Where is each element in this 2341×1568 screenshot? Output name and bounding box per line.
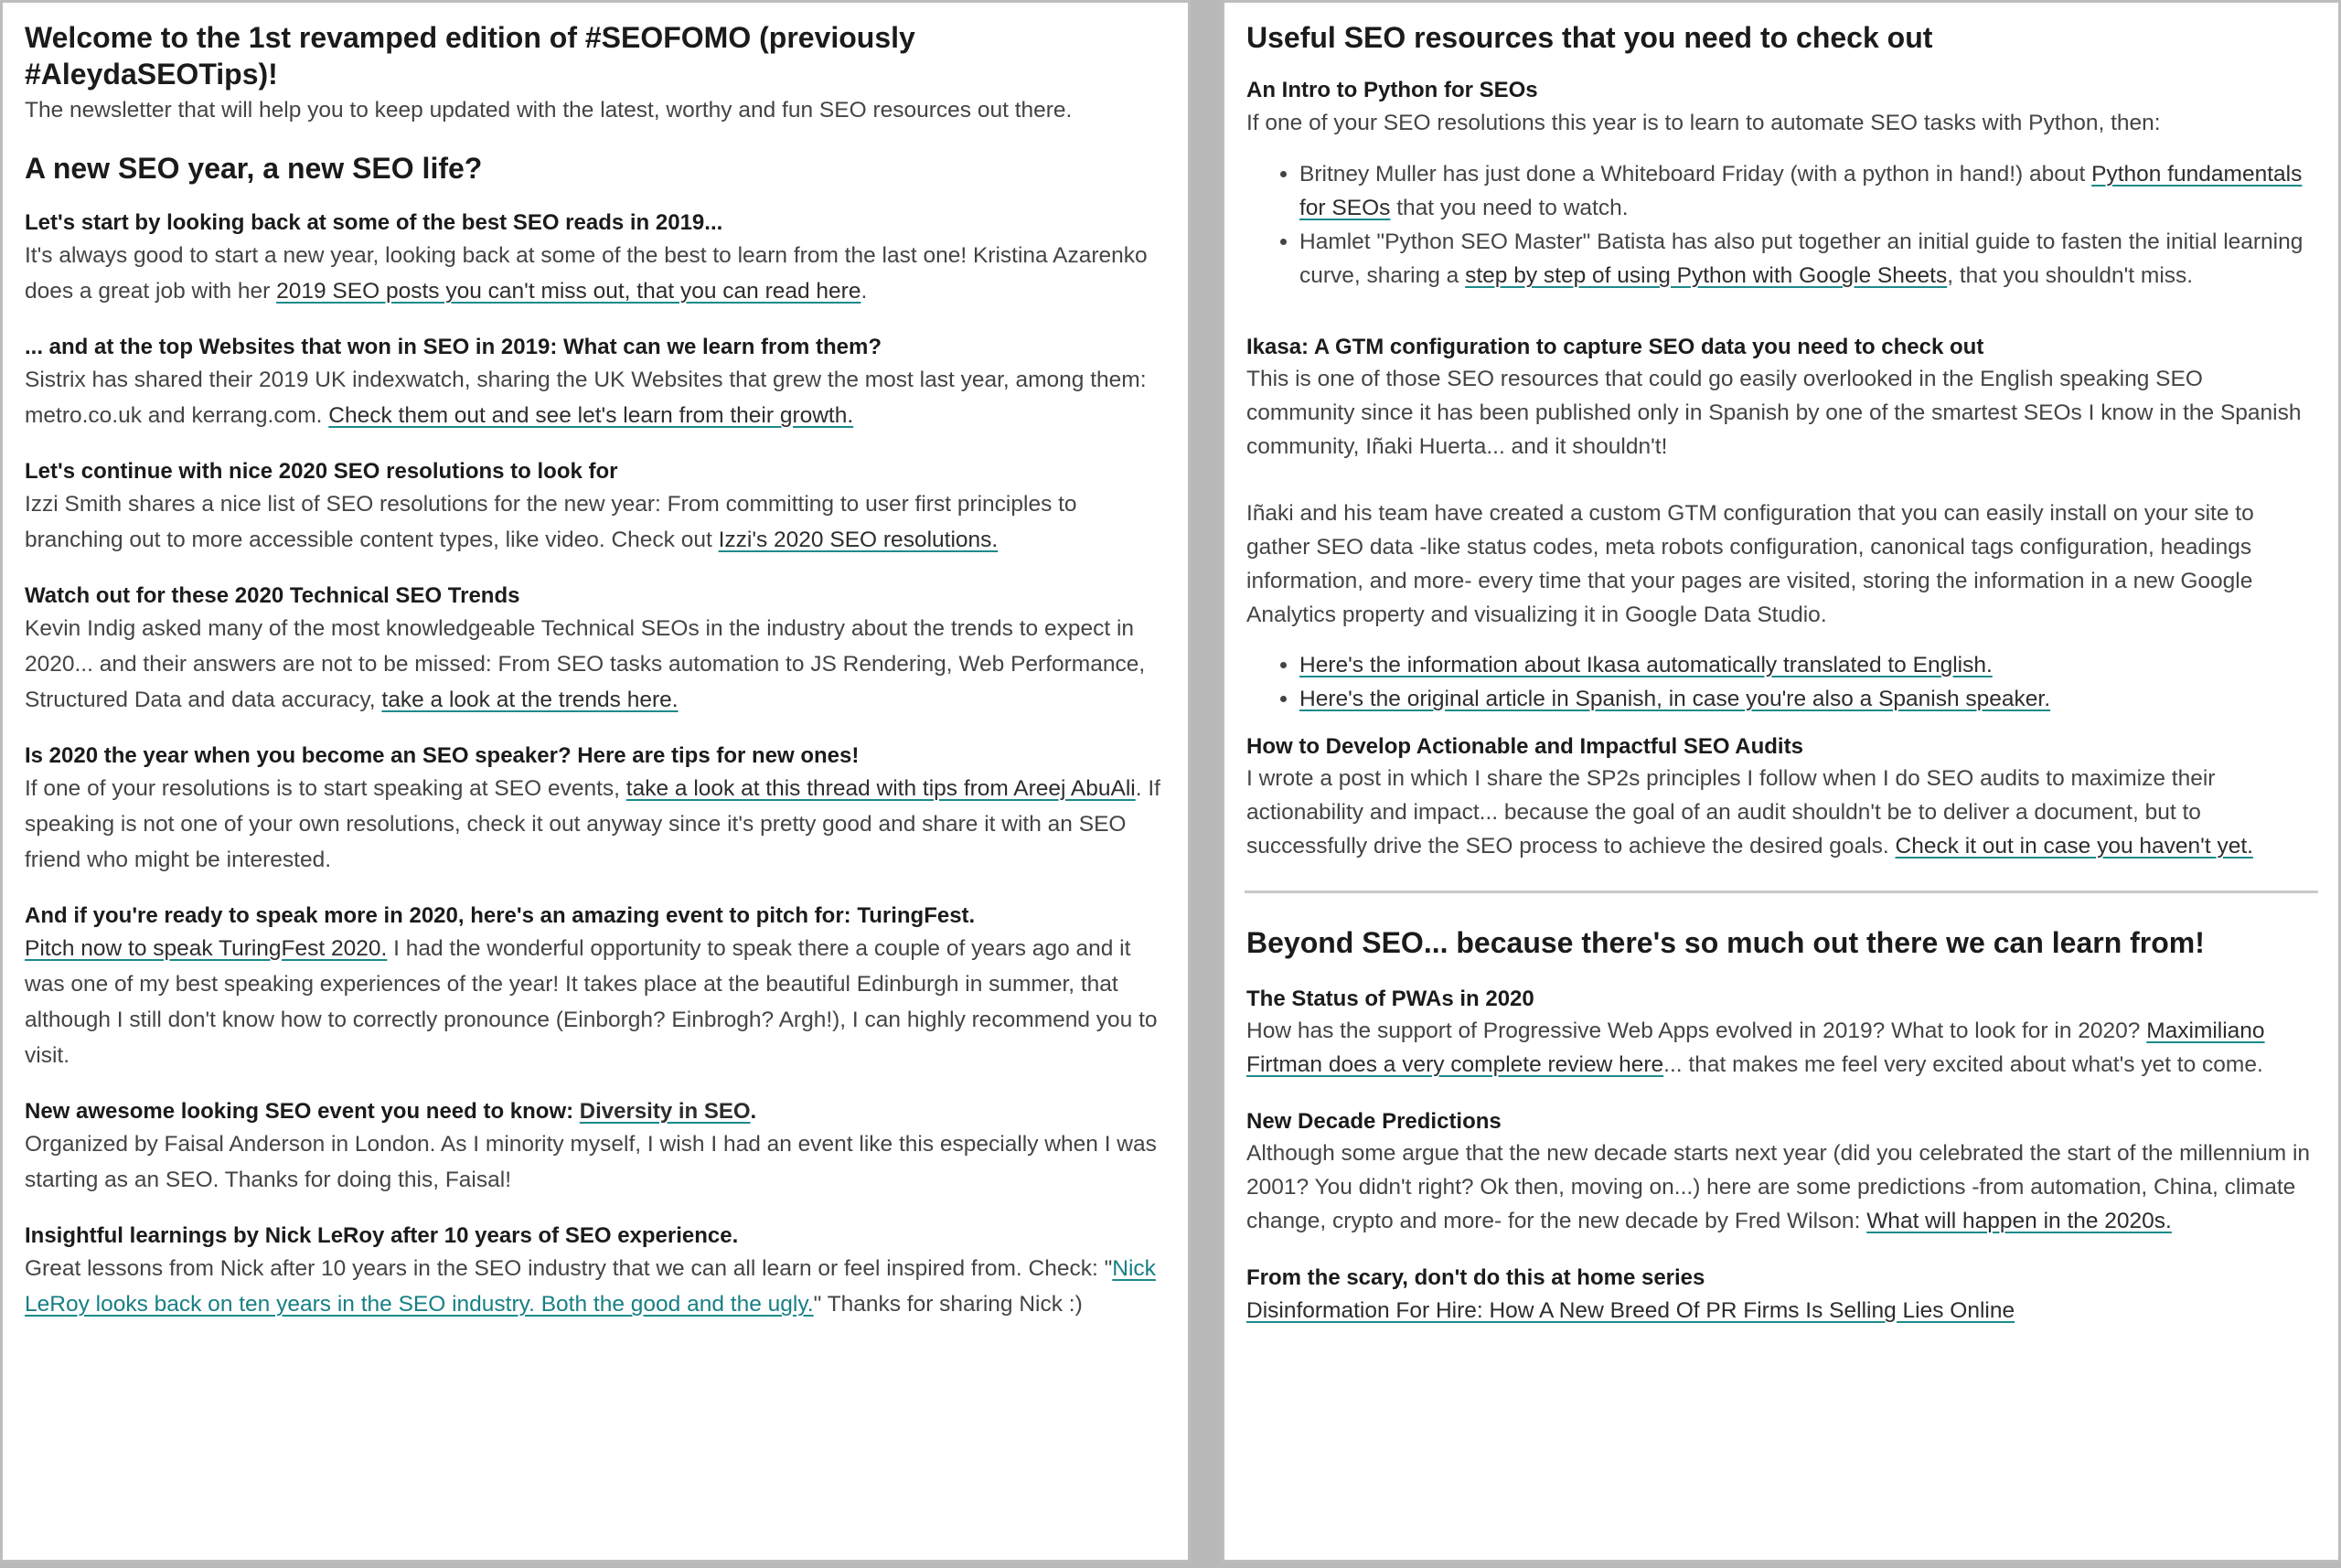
link-areej-thread[interactable]: take a look at this thread with tips from Areej AbuAli (625, 776, 1136, 801)
item-text: This is one of those SEO resources that could go easily overlooked in the English speaking SEO community since it has been published only in Spanish by one of the smartest SEOs I know in the Spanish community, Iñaki Huerta... and it shouldn't! (1246, 367, 2302, 459)
item-heading: Watch out for these 2020 Technical SEO Trends (25, 583, 520, 608)
link-nick-leroy[interactable]: Nick LeRoy looks back on ten years in the SEO industry. Both the good and the ugly. (25, 1256, 1156, 1317)
item-text (1246, 1293, 2316, 1328)
item-text: Iñaki and his team have created a custom GTM configuration that you can easily install on your site to gather SEO data -like status codes, meta robots configuration, canonical tags configuration, headings information, and more- every time that your pages are visited, storing the information in a new Google Analytics property and visualizing it in Google Data Studio. (1246, 501, 2254, 627)
item-heading: ... and at the top Websites that won in SEO in 2019: What can we learn from them? (25, 335, 882, 359)
link-turingfest[interactable]: Pitch now to speak TuringFest 2020. (25, 936, 388, 961)
item-heading: Is 2020 the year when you become an SEO speaker? Here are tips for new ones! (25, 743, 860, 768)
item-text: Sistrix has shared their 2019 UK indexwatch, sharing the UK Websites that grew the most last year, among them: metro.co.uk and kerrang.com. Check them out and see let's learn from their growth. (25, 368, 1147, 428)
link-check-them-out[interactable]: Check them out and see let's learn from their growth. (328, 403, 854, 428)
item-speaker-tips (25, 741, 1166, 878)
item-technical-trends (25, 581, 1166, 718)
list-item: • Hamlet "Python SEO Master" Batista has also put together an initial guide to fasten the initial learning curve, sharing a step by step of using Python with Google Sheets, that you shouldn't miss. (1299, 225, 2316, 293)
link-python-google-sheets[interactable]: step by step of using Python with Google Sheets (1465, 263, 1948, 288)
item-heading: Ikasa: A GTM configuration to capture SEO data you need to check out (1246, 335, 1984, 359)
link-pwa-review[interactable]: Maximiliano Firtman does a very complete review here (1246, 1019, 2265, 1077)
item-turingfest (25, 901, 1166, 1073)
item-ikasa (1246, 333, 2316, 716)
item-heading: From the scary, don't do this at home series (1246, 1265, 1705, 1290)
item-text: Although some argue that the new decade starts next year (did you celebrated the start of the millennium in 2001? You didn't right? Ok then, moving on...) here are some predictions -from automation, China, climate change, crypto and more- for the new decade by Fred Wilson: What will happen in the 2020s. (1246, 1141, 2311, 1233)
link-izzi-resolutions[interactable]: Izzi's 2020 SEO resolutions. (718, 528, 999, 552)
item-resolutions (25, 457, 1166, 558)
link-python-fundamentals[interactable]: Python fundamentals for SEOs (1299, 162, 2303, 220)
item-heading: Let's start by looking back at some of the best SEO reads in 2019... (25, 210, 723, 235)
item-text: Pitch now to speak TuringFest 2020. I had the wonderful opportunity to speak there a couple of years ago and it was one of my best speaking experiences of the year! It takes place at the beautiful Edinburgh in summer, that although I still don't know how to correctly pronounce (Einborgh? Einbrogh? Argh!), I can highly recommend you to visit. (25, 936, 1158, 1068)
section-title-resources: Useful SEO resources that you need to check out (1246, 21, 1933, 54)
ikasa-link-list (1246, 648, 2316, 716)
list-item (1299, 648, 2316, 682)
item-text: Izzi Smith shares a nice list of SEO resolutions for the new year: From committing to user first principles to branching out to more accessible content types, like video. Check out Izzi's 2020 SEO resolutions. (25, 492, 1077, 552)
link-ikasa-spanish[interactable]: Here's the original article in Spanish, in case you're also a Spanish speaker. (1299, 687, 2051, 711)
item-text: If one of your resolutions is to start speaking at SEO events, take a look at this thread with tips from Areej AbuAli. If speaking is not one of your own resolutions, check it out anyway since it's pretty good and share it with an SEO friend who might be interested. (25, 776, 1160, 872)
link-seo-audits[interactable]: Check it out in case you haven't yet. (1895, 834, 2253, 859)
section-title-new-seo-year: A new SEO year, a new SEO life? (25, 152, 483, 185)
section-title-beyond-seo: Beyond SEO... because there's so much out there we can learn from! (1246, 926, 2205, 959)
item-text: Kevin Indig asked many of the most knowledgeable Technical SEOs in the industry about the trends to expect in 2020... and their answers are not to be missed: From SEO tasks automation to JS Rendering, Web Performance, Structured Data and data accuracy, take a look at the trends here. (25, 616, 1146, 712)
item-text: Great lessons from Nick after 10 years in the SEO industry that we can all learn or feel inspired from. Check: "Nick LeRoy looks back on ten years in the SEO industry. Both the good and the ugly." Thanks for sharing Nick :) (25, 1256, 1156, 1317)
item-text: It's always good to start a new year, looking back at some of the best to learn from the last one! Kristina Azarenko does a great job with her 2019 SEO posts you can't miss out, that you can read here. (25, 243, 1148, 304)
item-diversity-event (25, 1097, 1166, 1198)
item-heading: The Status of PWAs in 2020 (1246, 987, 1534, 1011)
link-trends[interactable]: take a look at the trends here. (381, 688, 679, 712)
newsletter-right-column (1222, 0, 2341, 1563)
item-decade (1246, 1107, 2316, 1238)
item-heading: How to Develop Actionable and Impactful SEO Audits (1246, 734, 1803, 759)
link-2019-seo-posts[interactable]: 2019 SEO posts you can't miss out, that you can read here (276, 279, 861, 304)
item-scary (1246, 1264, 2316, 1328)
item-seo-audits (1246, 732, 2316, 863)
link-disinformation[interactable]: Disinformation For Hire: How A New Breed Of PR Firms Is Selling Lies Online (1246, 1298, 2015, 1323)
list-item: • Britney Muller has just done a Whiteboard Friday (with a python in hand!) about Python fundamentals for SEOs that you need to watch. (1299, 157, 2316, 225)
item-heading: New awesome looking SEO event you need to know: Diversity in SEO. (25, 1099, 757, 1124)
item-text: I wrote a post in which I share the SP2s principles I follow when I do SEO audits to maximize their actionability and impact... because the goal of an audit shouldn't be to deliver a document, but to successfully drive the SEO process to achieve the desired goals. Check it out in case you haven't yet. (1246, 766, 2253, 859)
item-heading: Insightful learnings by Nick LeRoy after 10 years of SEO experience. (25, 1223, 739, 1248)
item-best-reads (25, 208, 1166, 309)
item-top-websites (25, 333, 1166, 433)
link-2020s-predictions[interactable]: What will happen in the 2020s. (1866, 1209, 2172, 1233)
newsletter-intro: The newsletter that will help you to keep updated with the latest, worthy and fun SEO resources out there. (25, 98, 1073, 123)
item-heading: An Intro to Python for SEOs (1246, 78, 1538, 102)
section-divider (1245, 891, 2318, 893)
item-heading: And if you're ready to speak more in 2020, here's an amazing event to pitch for: TuringFest. (25, 903, 976, 928)
item-text: How has the support of Progressive Web Apps evolved in 2019? What to look for in 2020? Maximiliano Firtman does a very complete review here... that makes me feel very excited about what's yet to come. (1246, 1019, 2265, 1077)
link-diversity-in-seo[interactable]: Diversity in SEO (579, 1099, 751, 1124)
item-text: Organized by Faisal Anderson in London. As I minority myself, I wish I had an event like this especially when I was starting as an SEO. Thanks for doing this, Faisal! (25, 1132, 1157, 1192)
link-ikasa-english[interactable]: Here's the information about Ikasa automatically translated to English. (1299, 653, 1993, 677)
python-resource-list (1246, 157, 2316, 293)
item-pwa (1246, 985, 2316, 1082)
item-heading: New Decade Predictions (1246, 1109, 1502, 1134)
newsletter-title: Welcome to the 1st revamped edition of #SEOFOMO (previously #AleydaSEOTips)! (25, 21, 915, 91)
item-python (1246, 76, 2316, 293)
item-text: If one of your SEO resolutions this year is to learn to automate SEO tasks with Python, then: (1246, 111, 2161, 135)
item-heading: Let's continue with nice 2020 SEO resolutions to look for (25, 459, 618, 484)
list-item (1299, 682, 2316, 716)
item-nick-leroy (25, 1221, 1166, 1322)
